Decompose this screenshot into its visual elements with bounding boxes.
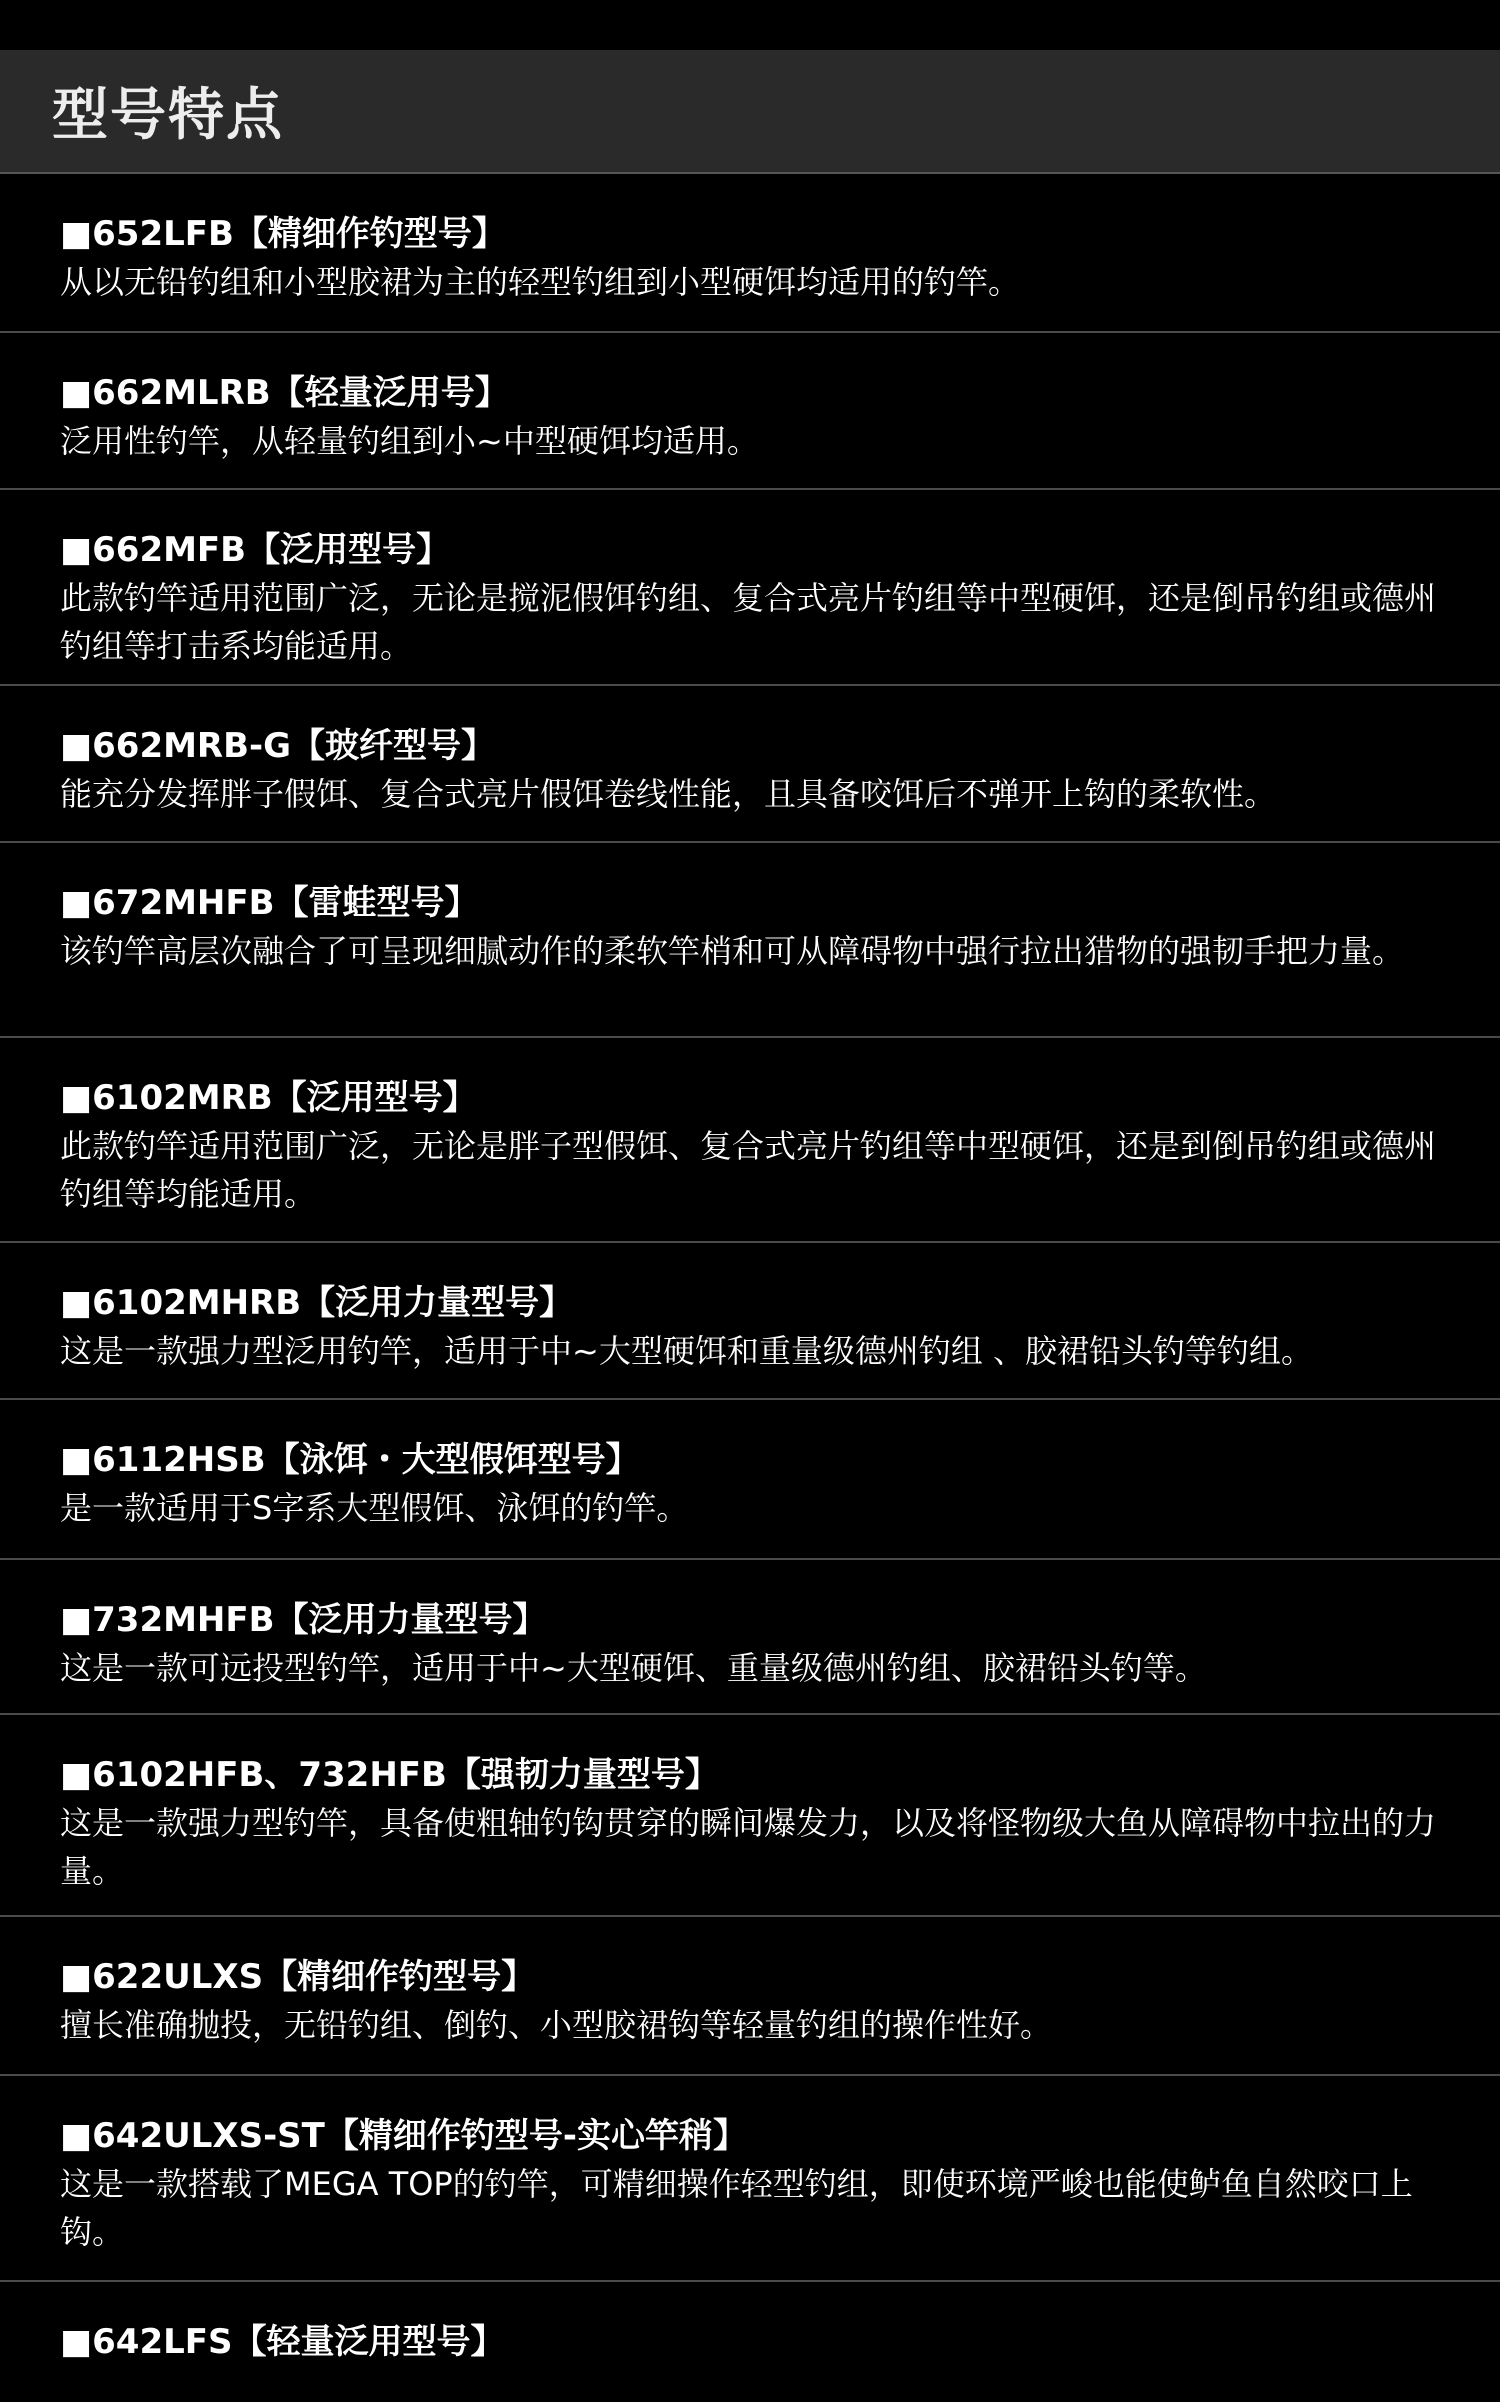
model-title: ■662MRB-G【玻纤型号】 xyxy=(60,726,496,766)
list-item xyxy=(0,1038,1500,1243)
model-description: 能充分发挥胖子假饵、复合式亮片假饵卷线性能，且具备咬饵后不弹开上钩的柔软性。 xyxy=(60,775,1277,813)
list-item xyxy=(0,1400,1500,1560)
model-title: ■6102MRB【泛用型号】 xyxy=(60,1078,477,1118)
model-title: ■672MHFB【雷蛙型号】 xyxy=(60,883,479,923)
model-description: 这是一款搭载了MEGA TOP的钓竿，可精细操作轻型钓组，即使环境严峻也能使鲈鱼自然咬口上钩。 xyxy=(60,2165,1413,2251)
list-item xyxy=(0,1715,1500,1917)
model-title: ■6102MHRB【泛用力量型号】 xyxy=(60,1283,574,1323)
model-description: 这是一款强力型泛用钓竿，适用于中~大型硬饵和重量级德州钓组 、胶裙铅头钓等钓组。 xyxy=(60,1332,1313,1370)
model-title: ■732MHFB【泛用力量型号】 xyxy=(60,1600,547,1640)
model-list xyxy=(0,174,1500,2402)
list-item xyxy=(0,2282,1500,2402)
list-item xyxy=(0,2076,1500,2282)
list-item xyxy=(0,1917,1500,2076)
model-title: ■662MLRB【轻量泛用号】 xyxy=(60,373,509,413)
model-description: 擅长准确抛投，无铅钓组、倒钓、小型胶裙钩等轻量钓组的操作性好。 xyxy=(60,2006,1053,2044)
section-header xyxy=(0,50,1500,174)
model-description: 从以无铅钓组和小型胶裙为主的轻型钓组到小型硬饵均适用的钓竿。 xyxy=(60,263,1021,301)
model-title: ■642LFS【轻量泛用型号】 xyxy=(60,2322,505,2362)
model-title: ■6112HSB【泳饵・大型假饵型号】 xyxy=(60,1440,640,1480)
list-item xyxy=(0,333,1500,490)
model-title: ■6102HFB、732HFB【强韧力量型号】 xyxy=(60,1755,719,1795)
list-item xyxy=(0,686,1500,843)
list-item xyxy=(0,1243,1500,1400)
list-item xyxy=(0,490,1500,686)
list-item xyxy=(0,843,1500,1038)
model-description: 此款钓竿适用范围广泛，无论是搅泥假饵钓组、复合式亮片钓组等中型硬饵，还是倒吊钓组或德州钓组等打击系均能适用。 xyxy=(60,579,1437,665)
model-description: 是一款适用于S字系大型假饵、泳饵的钓竿。 xyxy=(60,1489,689,1527)
model-title: ■662MFB【泛用型号】 xyxy=(60,530,451,570)
model-description: 这是一款强力型钓竿，具备使粗轴钓钩贯穿的瞬间爆发力，以及将怪物级大鱼从障碍物中拉出的力量。 xyxy=(60,1804,1437,1890)
model-description: 该钓竿高层次融合了可呈现细腻动作的柔软竿梢和可从障碍物中强行拉出猎物的强韧手把力量。 xyxy=(60,932,1405,970)
model-description: 泛用性钓竿，从轻量钓组到小~中型硬饵均适用。 xyxy=(60,422,759,460)
model-title: ■622ULXS【精细作钓型号】 xyxy=(60,1957,536,1997)
page-title: 型号特点 xyxy=(52,83,284,148)
model-title: ■652LFB【精细作钓型号】 xyxy=(60,214,506,254)
model-description: 这是一款可远投型钓竿，适用于中~大型硬饵、重量级德州钓组、胶裙铅头钓等。 xyxy=(60,1649,1207,1687)
list-item xyxy=(0,1560,1500,1715)
model-title: ■642ULXS-ST【精细作钓型号-实心竿稍】 xyxy=(60,2116,747,2156)
top-strip xyxy=(0,0,1500,50)
list-item xyxy=(0,174,1500,333)
model-description: 此款钓竿适用范围广泛，无论是胖子型假饵、复合式亮片钓组等中型硬饵，还是到倒吊钓组或德州钓组等均能适用。 xyxy=(60,1127,1437,1213)
